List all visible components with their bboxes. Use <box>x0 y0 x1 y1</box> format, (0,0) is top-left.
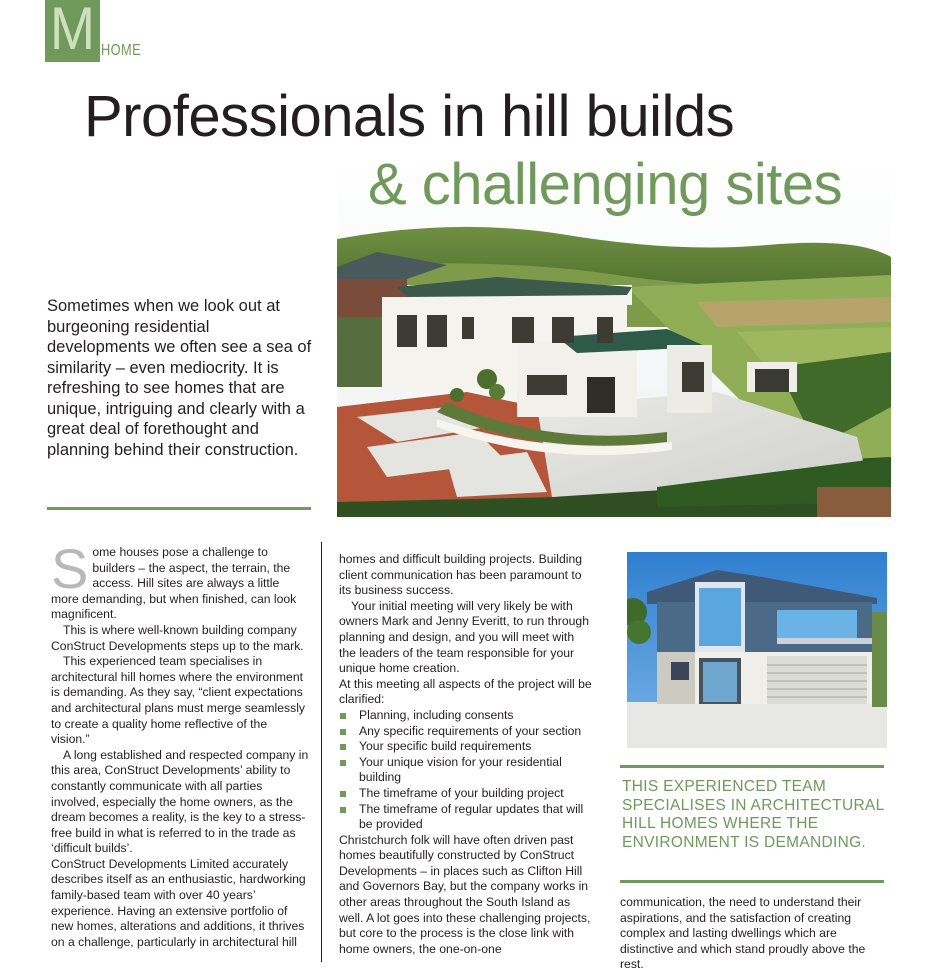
section-label: HOME <box>101 42 141 59</box>
list-item: The timeframe of your building project <box>339 786 593 802</box>
clarification-list <box>339 708 593 833</box>
article-column-2 <box>339 552 593 957</box>
pull-quote-bottom-rule <box>620 880 884 883</box>
list-item: Planning, including consents <box>339 708 593 724</box>
col2-paragraph-1: homes and difficult building projects. Building client communication has been paramount to its business success. <box>339 552 582 598</box>
col2-paragraph-3: At this meeting all aspects of the project will be clarified: <box>339 676 592 707</box>
article-column-3 <box>620 895 892 973</box>
col2-paragraph-2: Your initial meeting will very likely be with owners Mark and Jenny Everitt, to run through planning and design, and you will meet with the leaders of the team responsible for your unique home creation. <box>339 598 589 676</box>
modern-house-photo <box>627 552 887 748</box>
article-column-1 <box>51 537 309 950</box>
headline-line-1: Professionals in hill builds <box>84 84 735 149</box>
col2-paragraph-4: Christchurch folk will have often driven past homes beautifully constructed by ConStruct Developments – in places such as Clifton Hill and Governors Bay, but the company works in other areas throughout the South Island as well. A lot goes into these challenging projects, but core to the process is the close link with home owners, the one-on-one <box>339 832 591 956</box>
list-item: Your unique vision for your residential building <box>339 755 593 786</box>
drop-cap: S <box>51 537 89 600</box>
column-divider <box>321 542 322 962</box>
pull-quote-top-rule <box>620 765 884 768</box>
col3-paragraph: communication, the need to understand their aspirations, and the satisfaction of creating complex and lasting dwellings which are distinctive and which stand proudly above the rest. <box>620 895 866 972</box>
col1-paragraph-2: This is where well-known building company ConStruct Developments steps up to the mark. <box>51 622 304 653</box>
pull-quote: THIS EXPERIENCED TEAM SPECIALISES IN ARCHITECTURAL HILL HOMES WHERE THE ENVIRONMENT IS DEMANDING. <box>622 778 884 851</box>
col1-paragraph-4: A long established and respected company in this area, ConStruct Developments’ ability to constantly communicate with all parties involved, especially the home owners, as the dream becomes a reality, is the key to a stress-free build in what is referred to in the trade as ‘difficult builds’. <box>51 747 309 856</box>
magazine-logo <box>45 0 100 62</box>
col1-paragraph-5: ConStruct Developments Limited accurately describes itself as an enthusiastic, hardworking family-based team with over 40 years’ experience. Having an extensive portfolio of new homes, alterations and additions, it thrives on a challenge, particularly in architectural hill <box>51 856 306 949</box>
headline-line-2: & challenging sites <box>368 152 843 217</box>
intro-paragraph: Sometimes when we look out at burgeoning residential developments we often see a sea of similarity – even mediocrity. It is refreshing to see homes that are unique, intriguing and clearly with a great deal of forethought and planning behind their construction. <box>47 297 312 459</box>
list-item: The timeframe of regular updates that will be provided <box>339 802 593 833</box>
col1-paragraph-1: ome houses pose a challenge to builders – the aspect, the terrain, the access. Hill sites are always a little more demanding, but when finished, can look magnificent. <box>51 545 297 622</box>
logo-letter: M <box>50 0 95 62</box>
list-item: Your specific build requirements <box>339 739 593 755</box>
intro-divider <box>47 507 311 510</box>
col1-paragraph-3: This experienced team specialises in architectural hill homes where the environment is demanding. As they say, “client expectations and architectural plans must merge seamlessly to create a quality home reflective of the vision.” <box>51 654 306 747</box>
list-item: Any specific requirements of your section <box>339 724 593 740</box>
